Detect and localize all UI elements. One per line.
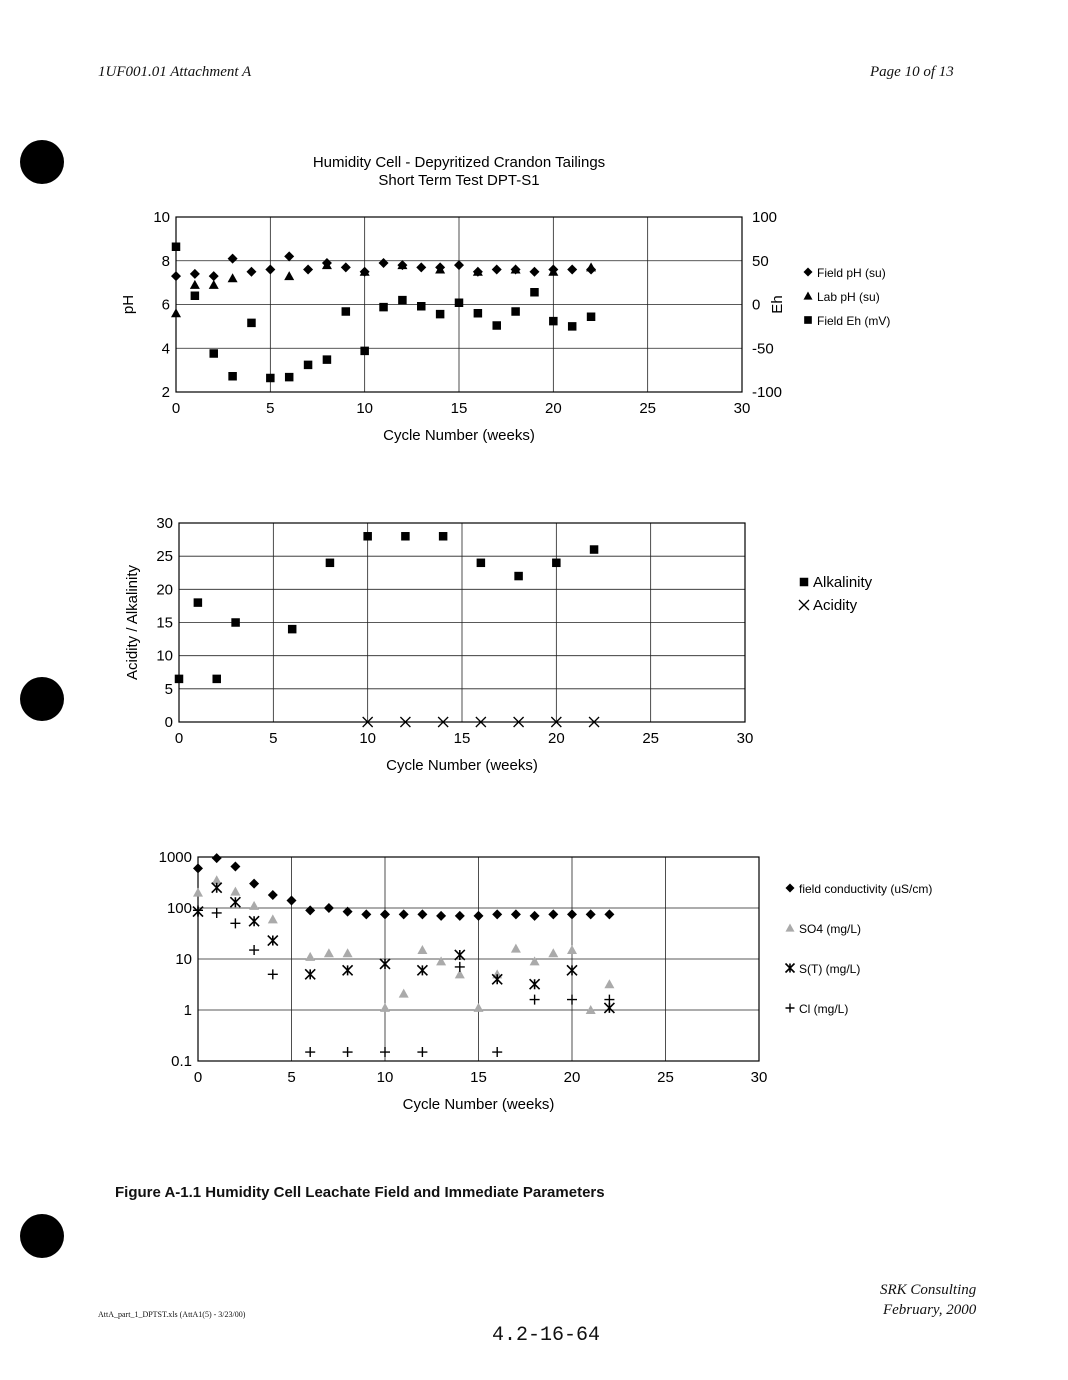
data-point [590, 545, 599, 554]
x-tick-label: 5 [266, 400, 275, 417]
y-tick-label: 0.1 [171, 1053, 192, 1070]
data-point [305, 969, 315, 979]
x-axis-label: Cycle Number (weeks) [386, 757, 538, 774]
x-tick-label: 15 [450, 400, 468, 417]
data-point [228, 273, 238, 282]
data-point [417, 909, 427, 919]
data-point [511, 944, 521, 953]
data-point [212, 883, 222, 893]
x-tick-label: 20 [563, 1069, 581, 1086]
legend-label: Cl (mg/L) [799, 1002, 849, 1016]
y-tick-label: 0 [164, 714, 173, 731]
y-tick-label: 10 [175, 951, 192, 968]
data-point [360, 347, 369, 356]
data-point [552, 559, 561, 568]
data-point [304, 361, 313, 370]
data-point [586, 909, 596, 919]
binder-hole [20, 677, 64, 721]
x-tick-label: 10 [356, 400, 374, 417]
data-point [191, 292, 200, 301]
legend-marker [804, 316, 812, 324]
data-point [567, 995, 577, 1005]
data-point [380, 1003, 390, 1012]
data-point [341, 262, 351, 272]
x-tick-label: 30 [750, 1069, 768, 1086]
data-point [171, 271, 181, 281]
y2-tick-label: -50 [752, 340, 774, 358]
data-point [455, 950, 465, 960]
footer-date: February, 2000 [882, 1302, 977, 1318]
data-point [246, 267, 256, 277]
legend-marker [786, 884, 795, 893]
data-point [567, 909, 577, 919]
data-point [417, 1047, 427, 1057]
data-point [194, 598, 203, 607]
data-point [604, 909, 614, 919]
chart-title: Humidity Cell - Depyritized Crandon Tailings [312, 154, 606, 171]
data-point [193, 863, 203, 873]
data-point [455, 962, 465, 972]
data-point [343, 1047, 353, 1057]
data-point [288, 625, 297, 634]
data-point [380, 1047, 390, 1057]
data-point [401, 532, 410, 541]
header-doc-id: 1UF001.01 Attachment A [98, 64, 252, 80]
x-tick-label: 30 [736, 730, 754, 747]
data-point [586, 1005, 596, 1014]
data-point [474, 911, 484, 921]
data-point [492, 1047, 502, 1057]
data-point [266, 374, 275, 383]
data-point [284, 271, 294, 280]
data-point [228, 254, 238, 264]
data-point [436, 911, 446, 921]
x-tick-label: 25 [657, 1069, 674, 1086]
y-tick-label: 4 [161, 340, 170, 358]
header-page-number: Page 10 of 13 [870, 64, 954, 80]
data-point [398, 296, 407, 305]
footer-company: SRK Consulting [880, 1282, 977, 1298]
data-point [268, 914, 278, 923]
x-tick-label: 20 [544, 400, 562, 417]
data-point [455, 911, 465, 921]
legend-label: Field Eh (mV) [817, 314, 891, 328]
y-tick-label: 1000 [158, 849, 192, 866]
y2-tick-label: 0 [752, 296, 761, 314]
data-point [455, 299, 464, 308]
data-point [343, 948, 353, 957]
y-tick-label: 2 [161, 384, 170, 401]
y-tick-label: 25 [156, 548, 173, 566]
legend-marker [799, 600, 809, 610]
binder-hole [20, 140, 64, 184]
conductivity-ions-chart [100, 845, 960, 1125]
acidity-alkalinity-chart [100, 510, 960, 790]
data-point [190, 269, 200, 279]
data-point [380, 909, 390, 919]
footer-company-block [880, 1280, 976, 1320]
y2-tick-label: -100 [752, 384, 783, 401]
legend-marker [786, 964, 795, 973]
data-point [287, 896, 297, 906]
data-point [303, 265, 313, 275]
data-point [511, 909, 521, 919]
data-point [530, 979, 540, 989]
data-point [343, 965, 353, 975]
data-point [230, 897, 240, 907]
footer-file-name: AttA_part_1_DPTST.xls (AttA1(5) - 3/23/00) [98, 1310, 246, 1319]
data-point [305, 905, 315, 915]
data-point [193, 905, 203, 915]
data-point [530, 995, 540, 1005]
footer-doc-code: 4.2-16-64 [492, 1324, 601, 1347]
y-tick-label: 10 [153, 209, 170, 226]
data-point [326, 559, 335, 568]
data-point [548, 909, 558, 919]
data-point [230, 887, 240, 896]
legend-marker [804, 268, 813, 277]
data-point [268, 890, 278, 900]
y2-tick-label: 50 [752, 252, 769, 270]
x-tick-label: 30 [733, 400, 751, 417]
data-point [399, 909, 409, 919]
data-point [439, 532, 448, 541]
legend-label: SO4 (mg/L) [799, 922, 862, 936]
data-point [171, 308, 181, 317]
data-point [567, 965, 577, 975]
data-point [323, 355, 332, 364]
data-point [436, 956, 446, 965]
data-point [284, 251, 294, 261]
data-point [477, 559, 486, 568]
data-point [209, 280, 219, 289]
y-tick-label: 1 [183, 1002, 192, 1019]
legend-label: Alkalinity [813, 574, 873, 591]
legend-label: Lab pH (su) [817, 290, 880, 304]
data-point [172, 243, 181, 252]
x-tick-label: 25 [642, 730, 660, 747]
binder-hole [20, 1214, 64, 1258]
data-point [209, 271, 219, 281]
chart-subtitle: Short Term Test DPT-S1 [378, 172, 540, 189]
data-point [529, 267, 539, 277]
x-tick-label: 10 [359, 730, 377, 747]
x-axis-label: Cycle Number (weeks) [402, 1096, 555, 1113]
x-tick-label: 0 [193, 1069, 203, 1086]
legend-marker [800, 578, 809, 587]
data-point [399, 989, 409, 998]
data-point [492, 265, 502, 275]
data-point [342, 307, 351, 316]
x-tick-label: 5 [269, 730, 278, 747]
data-point [417, 965, 427, 975]
data-point [587, 313, 596, 322]
y-axis-label: Acidity / Alkalinity [124, 564, 141, 681]
y-tick-label: 100 [166, 900, 192, 917]
legend-marker [786, 1004, 795, 1013]
data-point [324, 903, 334, 913]
y-tick-label: 20 [156, 581, 173, 599]
data-point [492, 909, 502, 919]
data-point [417, 302, 426, 311]
data-point [212, 675, 221, 684]
data-point [249, 916, 259, 926]
data-point [530, 956, 540, 965]
data-point [212, 853, 222, 863]
y-tick-label: 30 [156, 515, 173, 532]
data-point [454, 260, 464, 270]
legend-label: S(T) (mg/L) [799, 962, 861, 976]
data-point [230, 918, 240, 928]
legend-marker [786, 924, 795, 932]
data-point [604, 995, 614, 1005]
data-point [193, 888, 203, 897]
data-point [249, 901, 259, 910]
data-point [175, 675, 184, 684]
legend-label: field conductivity (uS/cm) [799, 882, 933, 896]
data-point [265, 265, 275, 275]
data-point [416, 262, 426, 272]
data-point [190, 280, 200, 289]
data-point [436, 310, 445, 319]
x-tick-label: 0 [174, 730, 184, 747]
data-point [268, 936, 278, 946]
data-point [511, 307, 519, 316]
data-point [474, 309, 483, 318]
x-tick-label: 20 [547, 730, 565, 747]
data-point [417, 945, 427, 954]
data-point [568, 322, 577, 331]
y-axis-label: pH [120, 294, 137, 315]
x-tick-label: 5 [287, 1069, 296, 1086]
data-point [209, 349, 218, 358]
legend-label: Field pH (su) [817, 266, 886, 280]
data-point [474, 1003, 484, 1012]
data-point [380, 959, 390, 969]
x-tick-label: 15 [470, 1069, 487, 1086]
data-point [268, 969, 278, 979]
data-point [530, 911, 540, 921]
y2-axis-label: Eh [769, 295, 786, 314]
data-point [530, 288, 539, 297]
data-point [604, 979, 614, 988]
data-point [231, 618, 240, 627]
data-point [285, 373, 294, 382]
data-point [305, 1047, 315, 1057]
data-point [549, 317, 558, 326]
data-point [305, 952, 315, 961]
data-point [363, 532, 372, 541]
y-tick-label: 5 [164, 680, 173, 698]
x-tick-label: 25 [639, 400, 657, 417]
x-tick-label: 10 [376, 1069, 394, 1086]
data-point [567, 945, 577, 954]
ph-eh-chart [100, 150, 960, 460]
data-point [492, 321, 501, 330]
figure-caption: Figure A-1.1 Humidity Cell Leachate Field and Immediate Parameters [115, 1184, 605, 1201]
y-tick-label: 15 [156, 614, 173, 632]
x-axis-label: Cycle Number (weeks) [383, 427, 535, 444]
x-tick-label: 0 [171, 400, 181, 417]
data-point [249, 879, 259, 889]
data-point [514, 572, 523, 581]
data-point [379, 258, 389, 268]
data-point [379, 303, 388, 312]
data-point [247, 319, 256, 328]
data-point [361, 909, 371, 919]
data-point [548, 948, 558, 957]
data-point [492, 974, 502, 984]
data-point [230, 862, 240, 872]
legend-label: Acidity [813, 597, 858, 614]
y-tick-label: 8 [161, 252, 170, 270]
data-point [586, 262, 596, 271]
data-point [324, 948, 334, 957]
data-point [212, 908, 222, 918]
data-point [249, 945, 259, 955]
legend-marker [804, 292, 813, 300]
data-point [567, 265, 577, 275]
y2-tick-label: 100 [752, 209, 778, 226]
x-tick-label: 15 [453, 730, 471, 747]
y-tick-label: 6 [161, 296, 170, 314]
data-point [228, 372, 237, 381]
y-tick-label: 10 [156, 647, 173, 665]
